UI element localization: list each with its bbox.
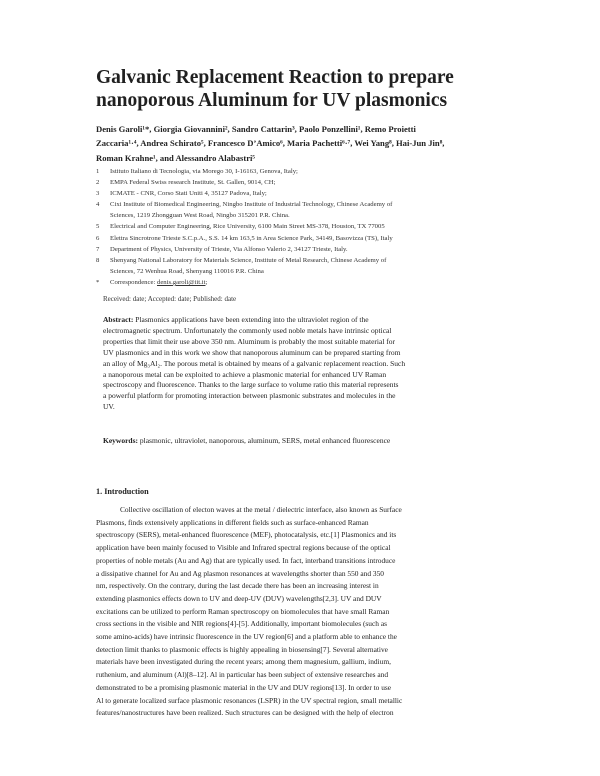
affiliation-list [96,166,516,288]
affiliation-number: 4 [96,201,100,209]
affiliation-number: 1 [96,168,100,175]
affiliation-text: Department of Physics, University of Trieste, Via Alfonso Valerio 2, 34127 Trieste, Italy. [110,245,348,253]
body-line: spectroscopy (SERS), metal-enhanced fluorescence (MEF), photocatalysis, etc.[1] Plasmonics and its [96,530,397,540]
correspondence [96,277,516,288]
abstract-text: a powerful platform for promoting interaction between plasmonic substrates and molecules in the [103,391,396,401]
affiliation-text: Electrical and Computer Engineering, Rice University, 6100 Main Street MS-378, Houston, TX 77005 [110,223,385,231]
correspondence-label: Correspondence: [110,278,157,286]
affiliation [96,221,516,232]
affiliation-number: 6 [96,234,100,242]
email-link[interactable]: denis.garoli@iit.it [156,278,206,286]
body-line: properties of noble metals (Au and Ag) that are typically used. In fact, interband transitions introduce [96,555,396,565]
body-text [96,504,516,720]
body-line: Al to generate localized surface plasmonic resonances (LSPR) in the UV spectral region, small metallic [96,695,403,705]
abstract-text: Plasmonics applications have been extending into the ultraviolet region of the [133,315,369,324]
affiliation-number: 8 [96,256,100,264]
author-line: Denis Garoli¹*, Giorgia Giovannini², Sandro Cattarin³, Paolo Ponzellini¹, Remo Proietti [96,124,416,134]
body-line: application have been mainly focused to Visible and Infrared spectral regions because of the optical [96,543,391,553]
body-line: extending plasmonics effects down to UV and deep-UV (DUV) wavelengths[2,3]. UV and DUV [96,593,382,603]
correspondence-suffix: ; [205,278,208,286]
abstract-text: electromagnetic spectrum. Unfortunately the commonly used noble metals have intrinsic optical [103,325,392,335]
affiliation [96,255,516,277]
keywords-label: Keywords: [103,436,138,445]
abstract-text: a nanoporous metal can be exploited to achieve a plasmonic material for enhanced UV Raman [103,369,387,379]
body-line: cross sections in the visible and NIR regions[4]-[5]. Additionally, important biomolecules (such as [96,619,387,629]
title-line: Galvanic Replacement Reaction to prepare [96,67,454,88]
abstract [103,315,513,413]
affiliation-number: 7 [96,245,100,253]
body-line: some amino-acids) have intrinsic fluorescence in the UV region[6] and a platform able to enhance the [96,632,397,642]
affiliation [96,233,516,244]
body-line: demonstrated to be a promising plasmonic material in the UV and DUV regions[13]. In order to use [96,682,392,692]
affiliation-text: ICMATE - CNR, Corso Stati Uniti 4, 35127 Padova, Italy; [110,190,267,198]
abstract-text: properties that limit their use above 350 nm. Aluminum is probably the most suitable material for [103,336,396,346]
title-line: nanoporous Aluminum for UV plasmonics [96,90,448,111]
body-line: excitations can be utilized to perform Raman spectroscopy on biomolecules that have small Raman [96,606,390,616]
body-line: Collective oscillation of electon waves at the metal / dielectric interface, also known as Surface [120,505,402,514]
body-line: nm, respectively. On the contrary, during the last decade there has been an increasing interest in [96,581,379,591]
abstract-text: UV plasmonics and in this work we show that nanoporous aluminum can be prepared starting from [103,347,401,357]
paper-title [96,66,516,112]
body-line: materials have been investigated during the recent years; among them magnesium, gallium, indium, [96,657,391,667]
body-line: Plasmons, finds extensively applications in different fields such as surface-enhanced Raman [96,517,369,527]
affiliation-number: 3 [96,190,100,198]
body-line: a dissipative channel for Au and Ag plasmon resonances at wavelengths shorter than 550 and 350 [96,568,384,578]
abstract-text: spectroscopy and fluorescence. Thanks to the large surface to volume ratio this material represents [103,380,399,390]
author-list [96,122,516,165]
affiliation-text: Istituto Italiano di Tecnologia, via Morego 30, I-16163, Genova, Italy; [110,168,298,175]
abstract-text: an alloy of Mg₃Al₂. The porous metal is obtained by means of a galvanic replacement reaction. Such [103,358,406,368]
affiliation-text: Shenyang National Laboratory for Materials Science, Institute of Metal Research, Chinese Academy of [110,256,387,264]
author-line: Roman Krahne¹, and Alessandro Alabastri⁵ [96,152,255,163]
affiliation [96,166,516,177]
section-heading: 1. Introduction [96,487,149,496]
author-line: Zaccaria¹·⁴, Andrea Schirato⁵, Francesco D’Amico⁶, Maria Pachetti⁶·⁷, Wei Yang⁸, Hai-Jun Jin⁸, [96,138,445,149]
received-dates: Received: date; Accepted: date; Published: date [103,295,237,303]
affiliation-number: 5 [96,223,100,231]
keywords [103,436,390,445]
affiliation [96,177,516,188]
abstract-label: Abstract: [103,315,134,324]
affiliation [96,199,516,221]
affiliation-number: 2 [96,179,100,187]
correspondence-marker: * [96,278,100,286]
affiliation [96,188,516,199]
body-line: features/nanostructures have been realized. Such structures can be designed with the help of electron [96,708,394,718]
affiliation-text: Sciences, 1219 Zhongguan West Road, Ningbo 315201 P.R. China. [110,212,290,220]
affiliation-text: Elettra Sincrotrone Trieste S.C.p.A., S.S. 14 km 163,5 in Area Science Park, 34149, Basovizza (TS), Italy [110,234,393,242]
body-line: detection limit thanks to plasmonic effects is highly appealing in biosensing[7]. Several alternative [96,644,388,654]
abstract-text: UV. [103,402,115,412]
keywords-text: plasmonic, ultraviolet, nanoporous, aluminum, SERS, metal enhanced fluorescence [138,436,391,445]
affiliation [96,244,516,255]
affiliation-text: Sciences, 72 Wenhua Road, Shenyang 110016 P.R. China [110,267,264,275]
body-line: ruthenium, and aluminum (Al)[8–12]. Al in particular has been subject of extensive researches and [96,670,389,680]
affiliation-text: Cixi Institute of Biomedical Engineering, Ningbo Institute of Industrial Technology, Chinese Academy of [110,201,393,209]
affiliation-text: EMPA Federal Swiss research Institute, St. Gallen, 9014, CH; [110,179,276,187]
